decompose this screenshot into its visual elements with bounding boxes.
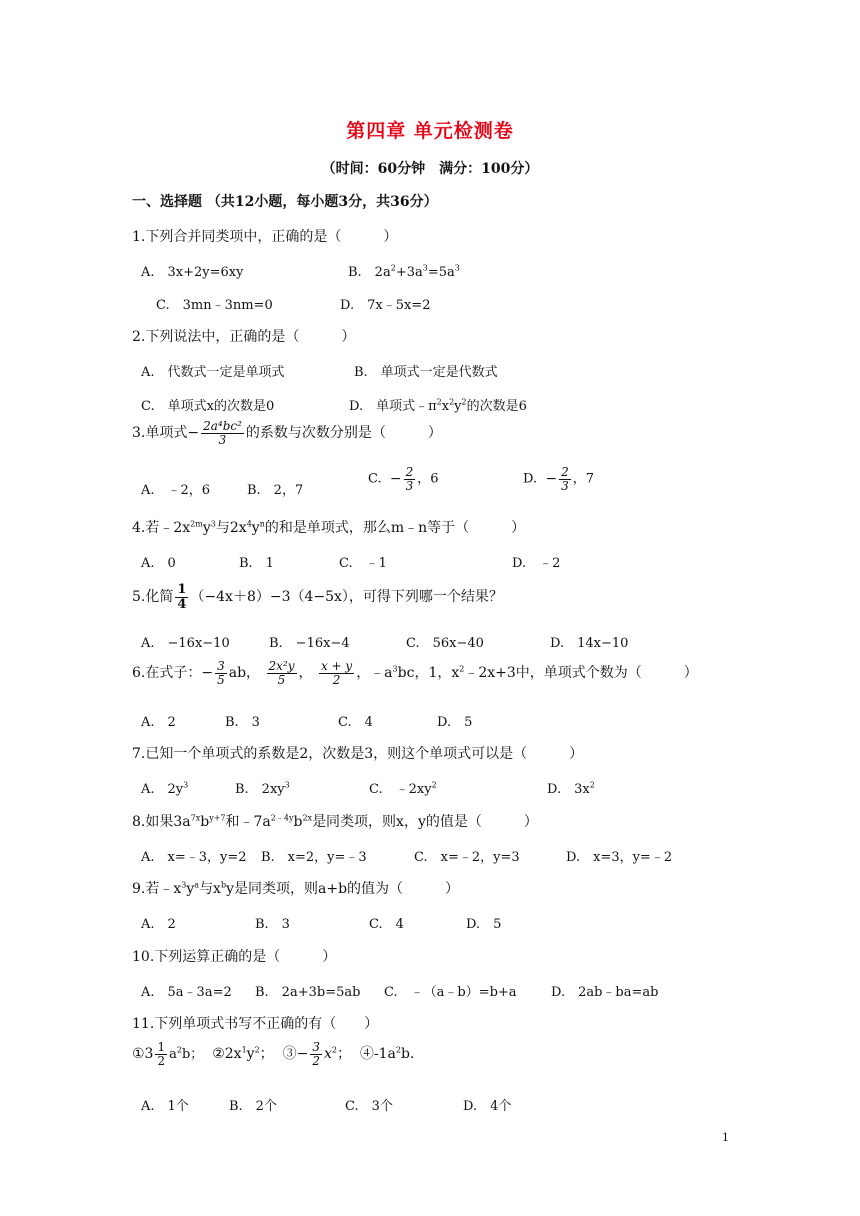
question-6-option-a: A. 2	[141, 715, 176, 730]
question-5-option-a: A. −16x−10	[141, 636, 230, 651]
question-10-stem: 10.下列运算正确的是（ ）	[132, 949, 337, 965]
question-9-option-b: B. 3	[255, 917, 290, 932]
page-number: 1	[722, 1131, 729, 1144]
question-9-option-a: A. 2	[141, 917, 176, 932]
question-8-option-c: C. x=﹣2，y=3	[414, 850, 520, 865]
question-4-option-c: C. ﹣1	[339, 556, 387, 571]
question-6-stem: 6.在式子：− $\frac{3}{5}$ ab， $\frac{\text{2x²y}}{5}$ ， $\frac{x + y}{2}$ ，$﹣a^3bc$，1，$x^2﹣2x+3$中，单项式个数为（ ）	[132, 659, 698, 687]
question-7-option-c: C. $﹣2xy^2$	[369, 780, 437, 797]
question-11-items: ①3 $\frac{1}{2}$ $a^2b$； $②2x^1y^2$； ③− $\frac{3}{2}$ $x^2$； $④-1a^2b$.	[132, 1040, 415, 1068]
question-8-option-b: B. x=2，y=﹣3	[261, 850, 367, 865]
question-1-stem: 1.下列合并同类项中，正确的是（ ）	[132, 229, 398, 245]
question-4-option-d: D. ﹣2	[512, 556, 561, 571]
question-6-option-b: B. 3	[225, 715, 260, 730]
question-4-option-a: A. 0	[141, 556, 176, 571]
question-9-option-c: C. 4	[369, 917, 404, 932]
question-4-stem: 4.若$﹣2x^{2m}y^3$与$2x^4y^n$的和是单项式，那么m﹣n等于（ ）	[132, 519, 526, 536]
question-3-stem: 3.单项式− $\frac{\text{2a⁴bc²}}{3}$ 的系数与次数分别是（ ）	[132, 419, 442, 447]
question-5-option-b: B. −16x−4	[269, 636, 350, 651]
question-11-option-b: B. 2个	[229, 1099, 277, 1114]
question-11-option-d: D. 4个	[463, 1099, 512, 1114]
question-10-option-c: C. ﹣（a﹣b）=b+a	[384, 985, 517, 1000]
page-title: 第四章 单元检测卷	[346, 120, 514, 142]
exam-info: （时间：60分钟 满分：100分）	[321, 161, 539, 177]
question-1-option-a: A. 3x+2y=6xy	[141, 265, 244, 280]
question-8-stem: 8.如果$3a^{7x}b^{y+7}$和$﹣7a^{2﹣4y}b^{2x}$是同类项，则x，y的值是（ ）	[132, 813, 538, 830]
question-11-stem: 11.下列单项式书写不正确的有（ ）	[132, 1016, 379, 1032]
question-2-stem: 2.下列说法中，正确的是（ ）	[132, 329, 356, 345]
question-2-option-a: A. 代数式一定是单项式	[141, 365, 285, 380]
question-10-option-b: B. 2a+3b=5ab	[255, 985, 361, 1000]
question-6-option-c: C. 4	[338, 715, 373, 730]
question-3-option-c: C. − $\frac{2}{3}$ ，6	[368, 465, 439, 493]
question-10-option-a: A. 5a﹣3a=2	[141, 985, 232, 1000]
question-1-option-b: B. $2a^2+3a^3=5a^3$	[348, 263, 460, 280]
question-2-option-d: D. 单项式$﹣\pi^2x^2y^2$的次数是6	[349, 397, 527, 414]
question-1-option-c: C. 3mn﹣3nm=0	[156, 298, 273, 313]
question-5-option-d: D. 14x−10	[550, 636, 629, 651]
question-11-option-c: C. 3个	[345, 1099, 393, 1114]
question-7-option-a: A. $2y^3$	[141, 780, 189, 797]
question-3-option-a: A. ﹣2，6	[141, 483, 211, 498]
question-8-option-d: D. x=3，y=﹣2	[566, 850, 673, 865]
question-6-option-d: D. 5	[437, 715, 473, 730]
question-8-option-a: A. x=﹣3，y=2	[141, 850, 247, 865]
question-7-stem: 7.已知一个单项式的系数是2，次数是3，则这个单项式可以是（ ）	[132, 746, 584, 762]
question-5-stem: 5.化简 $\frac{1}{4}$ （−4x＋8）−3（4−5x），可得下列哪一个结果？	[132, 582, 503, 612]
question-5-option-c: C. 56x−40	[406, 636, 484, 651]
question-11-option-a: A. 1个	[141, 1099, 189, 1114]
question-9-stem: 9.若$﹣x^3y^a$与$x^by$是同类项，则a+b的值为（ ）	[132, 880, 460, 897]
question-1-option-d: D. 7x﹣5x=2	[340, 298, 431, 313]
question-2-option-c: C. 单项式x的次数是0	[141, 399, 275, 414]
question-9-option-d: D. 5	[466, 917, 502, 932]
section-heading: 一、选择题 （共12小题，每小题3分，共36分）	[132, 194, 438, 210]
question-3-option-d: D. − $\frac{2}{3}$ ，7	[523, 465, 595, 493]
question-7-option-d: D. $3x^2$	[547, 780, 595, 797]
question-10-option-d: D. 2ab﹣ba=ab	[551, 985, 659, 1000]
question-3-option-b: B. 2，7	[247, 483, 304, 498]
question-4-option-b: B. 1	[239, 556, 274, 571]
question-7-option-b: B. $2xy^3$	[235, 780, 290, 797]
question-2-option-b: B. 单项式一定是代数式	[354, 365, 498, 380]
